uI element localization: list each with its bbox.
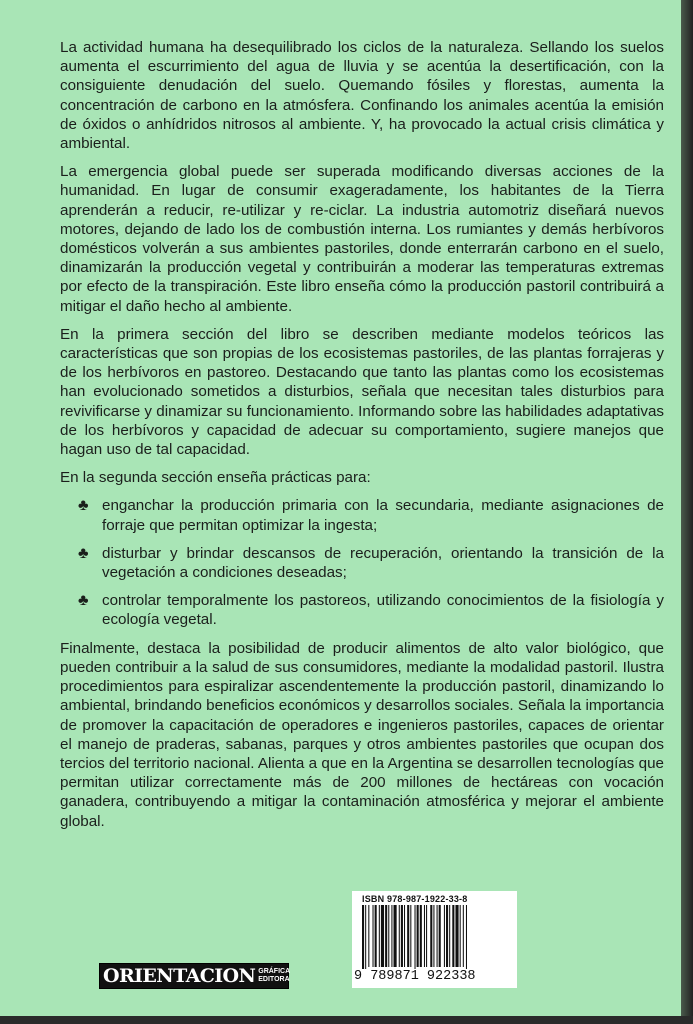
cover-text bbox=[60, 38, 664, 840]
barcode-bar bbox=[404, 905, 405, 967]
barcode-bar bbox=[407, 905, 409, 967]
barcode-bar bbox=[420, 905, 422, 967]
barcode-bar bbox=[388, 905, 389, 967]
isbn-digits: 9 789871 922338 bbox=[354, 969, 476, 984]
barcode-bar bbox=[410, 905, 411, 967]
barcode-bar bbox=[449, 905, 450, 967]
club-icon: ♣ bbox=[78, 497, 89, 515]
publisher-name: ORIENTACION bbox=[103, 965, 256, 987]
barcode-bar bbox=[460, 905, 461, 967]
publisher-logo bbox=[99, 963, 289, 989]
list-item bbox=[60, 544, 664, 582]
paragraph-4: En la segunda sección enseña prácticas para: bbox=[60, 469, 371, 487]
barcode-bar bbox=[399, 905, 400, 967]
club-icon: ♣ bbox=[78, 544, 89, 562]
barcode-icon bbox=[356, 905, 513, 975]
barcode-bar bbox=[362, 905, 364, 975]
barcode-bar bbox=[446, 905, 448, 967]
barcode-bar bbox=[379, 905, 380, 967]
barcode-bar bbox=[368, 905, 369, 967]
practices-list bbox=[60, 496, 664, 629]
publisher-subtitle bbox=[258, 968, 290, 984]
barcode-bar bbox=[401, 905, 403, 967]
barcode-bar bbox=[452, 905, 454, 967]
paragraph-1: La actividad humana ha desequilibrado los ciclos de la naturaleza. Sellando los suelos aumenta el escurrimiento del agua de lluvia y se acentúa la desertificación, con la consiguiente denudación del suelo. Quemando fósiles y florestas, aumenta la concentración de carbono en la atmósfera. Confinando los animales acentúa la emisión de óxidos o anhídridos nitrosos al ambiente. Y, ha provocado la actual crisis climática y ambiental. bbox=[60, 39, 664, 153]
barcode-bar bbox=[439, 905, 441, 967]
isbn-label: ISBN 978-987-1922-33-8 bbox=[362, 894, 468, 904]
paragraph-3: En la primera sección del libro se describen mediante modelos teóricos las características que son propias de los ecosistemas pastoriles, de las plantas forrajeras y de los herbívoros en pastoreo. Destacando que tanto las plantas como los ecosistemas han evolucionado sometidos a disturbios, señala que necesitan tales disturbios para revivificarse y dinamizar su funcionamiento. Informando sobre las habilidades adaptativas de los herbívoros y capacidad de adecuar su comportamiento, sugiere manejos que hagan uso de tal capacidad. bbox=[60, 325, 664, 459]
list-item bbox=[60, 496, 664, 534]
isbn-barcode-box bbox=[352, 891, 517, 988]
barcode-bar bbox=[394, 905, 397, 967]
page-edge-right bbox=[681, 0, 693, 1024]
barcode-bar bbox=[424, 905, 425, 967]
barcode-bar bbox=[373, 905, 374, 967]
list-item-text: enganchar la producción primaria con la secundaria, mediante asignaciones de forraje que permitan optimizar la ingesta; bbox=[102, 497, 664, 534]
list-item-text: disturbar y brindar descansos de recuperación, orientando la transición de la vegetación a condiciones deseadas; bbox=[102, 544, 664, 582]
paragraph-5: Finalmente, destaca la posibilidad de producir alimentos de alto valor biológico, que pueden contribuir a la salud de sus consumidores, mediante la modalidad pastoril. Ilustra procedimientos para espiralizar ascendentemente la producción pastoril, dinamizando lo ambiental, brindando beneficios económicos y desarrollos sociales. Señala la importancia de promover la capacitación de operadores e ingenieros pastoriles, capaces de orientar el manejo de praderas, sabanas, parques y otros ambientes pastoriles que ocupan dos tercios del territorio nacional. Alienta a que en la Argentina se desarrollen tecnologías que permitan utilizar correctamente más de 200 millones de hectáreas con vocación ganadera, contribuyendo a mitigar la contaminación atmosférica y mejorar el ambiente global. bbox=[60, 639, 664, 830]
barcode-bar bbox=[391, 905, 392, 967]
barcode-bar bbox=[455, 905, 458, 967]
barcode-bar bbox=[385, 905, 387, 967]
barcode-bar bbox=[444, 905, 445, 967]
page-edge-bottom bbox=[0, 1016, 693, 1024]
barcode-bar bbox=[437, 905, 438, 967]
publisher-sub1: GRÁFICA bbox=[258, 968, 291, 975]
list-item bbox=[60, 591, 664, 629]
paragraph-2: La emergencia global puede ser superada modificando diversas acciones de la humanidad. En lugar de consumir exageradamente, los habitantes de la Tierra aprenderán a reducir, re-utilizar y re-ciclar. La industria automotriz diseñará nuevos motores, dejando de lado los de combustión interna. Los rumiantes y demás herbívoros domésticos volverán a sus ambientes pastoriles, donde enterrarán carbono en el suelo, dinamizarán la producción vegetal y contribuirán a moderar las temperaturas extremas por efecto de la transpiración. Este libro enseña cómo la producción pastoril contribuirá a mitigar el daño hecho al ambiente. bbox=[60, 163, 664, 315]
barcode-bar bbox=[365, 905, 366, 975]
barcode-bar bbox=[417, 905, 419, 967]
barcode-bar bbox=[466, 905, 467, 975]
barcode-bar bbox=[430, 905, 432, 967]
barcode-bar bbox=[375, 905, 377, 967]
barcode-bar bbox=[433, 905, 434, 967]
barcode-bar bbox=[415, 905, 416, 975]
club-icon: ♣ bbox=[78, 592, 89, 610]
barcode-bar bbox=[426, 905, 427, 967]
list-item-text: controlar temporalmente los pastoreos, utilizando conocimientos de la fisiología y ecología vegetal. bbox=[102, 592, 664, 629]
publisher-sub2: EDITORA bbox=[258, 976, 290, 983]
barcode-bar bbox=[381, 905, 384, 967]
barcode-bar bbox=[463, 905, 464, 967]
